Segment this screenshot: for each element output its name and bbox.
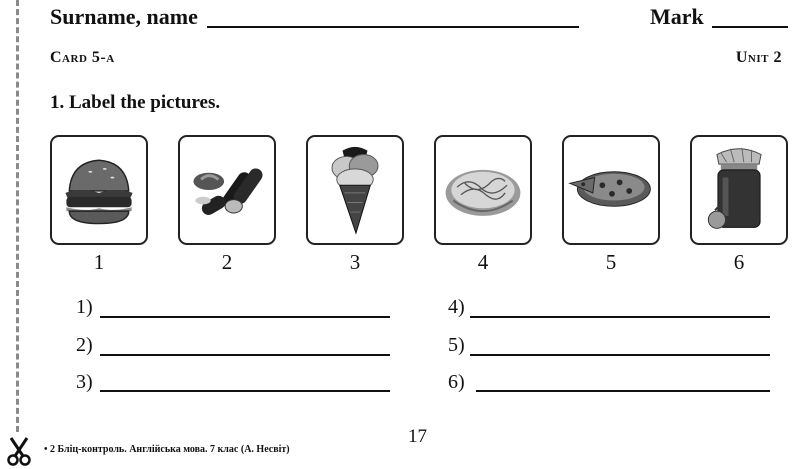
spaghetti-bowl-icon (436, 137, 530, 243)
picture-number-6: 6 (733, 250, 745, 274)
picture-number-3: 3 (349, 250, 361, 274)
answer-label-4: 4) (448, 296, 465, 318)
ice-cream-cone-icon (308, 137, 402, 243)
picture-number-4: 4 (477, 250, 489, 274)
picture-number-5: 5 (605, 250, 617, 274)
picture-6 (690, 135, 788, 245)
jam-jar-icon (692, 137, 786, 243)
answer-line-1[interactable] (100, 316, 390, 318)
mark-field[interactable] (712, 26, 788, 28)
surname-label: Surname, name (50, 4, 198, 29)
picture-2 (178, 135, 276, 245)
cut-line (16, 0, 19, 432)
pizza-icon (564, 137, 658, 243)
footer-credit: • 2 Бліц-контроль. Англійська мова. 7 клас (А. Несвіт) (44, 444, 290, 455)
task-instruction: 1. Label the pictures. (50, 92, 221, 113)
answer-line-6[interactable] (476, 390, 770, 392)
answer-line-2[interactable] (100, 354, 390, 356)
picture-1 (50, 135, 148, 245)
picture-number-2: 2 (221, 250, 233, 274)
card-code: Card 5-a (50, 49, 115, 66)
answer-line-3[interactable] (100, 390, 390, 392)
surname-field[interactable] (207, 26, 579, 28)
answer-label-6: 6) (448, 371, 465, 393)
answer-label-3: 3) (76, 371, 93, 393)
picture-number-1: 1 (93, 250, 105, 274)
picture-4 (434, 135, 532, 245)
hamburger-icon (52, 137, 146, 243)
answer-line-5[interactable] (470, 354, 770, 356)
unit-label: Unit 2 (735, 49, 782, 66)
picture-3 (306, 135, 404, 245)
answer-label-1: 1) (76, 296, 93, 318)
mark-label: Mark (650, 4, 704, 29)
answer-line-4[interactable] (470, 316, 770, 318)
scissors-icon (6, 436, 32, 466)
answer-label-5: 5) (448, 334, 465, 356)
sausages-icon (180, 137, 274, 243)
page-number: 17 (408, 426, 427, 447)
picture-5 (562, 135, 660, 245)
answer-label-2: 2) (76, 334, 93, 356)
